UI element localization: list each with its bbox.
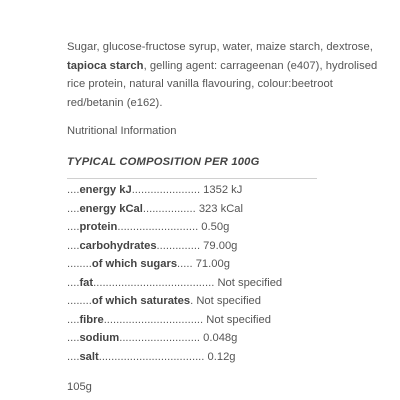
ingredients-text bbox=[67, 38, 387, 112]
row-value: 79.00g bbox=[200, 239, 238, 252]
row-label: energy kJ bbox=[79, 184, 132, 196]
nutrition-row-salt bbox=[67, 348, 387, 367]
row-value: Not specified bbox=[214, 276, 283, 289]
nutrition-row-saturates bbox=[67, 292, 387, 311]
row-lead: .... bbox=[67, 350, 80, 363]
row-dots: ................................ bbox=[103, 313, 204, 326]
typical-composition-heading: TYPICAL COMPOSITION PER 100G bbox=[67, 156, 260, 168]
net-weight: 105g bbox=[67, 381, 92, 393]
row-value: 1352 kJ bbox=[200, 184, 243, 196]
row-label: fibre bbox=[79, 313, 104, 326]
nutrition-row-energy-kcal bbox=[67, 200, 387, 219]
product-info bbox=[67, 38, 387, 395]
row-label: protein bbox=[79, 221, 118, 233]
row-value: Not specified bbox=[203, 313, 271, 326]
row-lead: ........ bbox=[67, 258, 92, 270]
row-dots: ..... bbox=[177, 258, 193, 270]
row-dots: .................................. bbox=[98, 350, 205, 363]
row-lead: .... bbox=[67, 239, 80, 252]
row-dots: ...................... bbox=[131, 184, 201, 196]
divider bbox=[67, 178, 317, 179]
row-label: of which sugars bbox=[91, 258, 178, 270]
ingredients-bold: tapioca starch bbox=[67, 59, 144, 72]
row-lead: .... bbox=[67, 276, 80, 289]
row-dots: .............. bbox=[156, 239, 201, 252]
nutrition-row-sugars bbox=[67, 255, 387, 274]
nutritional-information-heading: Nutritional Information bbox=[67, 125, 177, 137]
ingredients-part-2: , gelling agent: carrageenan (e407), hydrolised rice protein, natural vanilla flavouring, colour:beetroot red/betanin (e162). bbox=[67, 59, 378, 109]
nutrition-row-protein bbox=[67, 218, 387, 237]
row-lead: .... bbox=[67, 202, 80, 215]
row-value: Not specified bbox=[193, 295, 261, 307]
row-value: 0.048g bbox=[200, 332, 238, 344]
row-dots: .......................... bbox=[117, 221, 199, 233]
row-dots: . bbox=[190, 295, 194, 307]
row-value: 0.12g bbox=[204, 350, 236, 363]
row-value: 323 kCal bbox=[195, 202, 243, 215]
row-label: carbohydrates bbox=[79, 239, 157, 252]
row-value: 71.00g bbox=[192, 258, 230, 270]
row-lead: .... bbox=[67, 313, 80, 326]
row-lead: .... bbox=[67, 332, 80, 344]
row-value: 0.50g bbox=[198, 221, 230, 233]
nutrition-row-fat bbox=[67, 274, 387, 293]
row-dots: ................. bbox=[142, 202, 196, 215]
row-lead: .... bbox=[67, 184, 80, 196]
row-lead: ........ bbox=[67, 295, 92, 307]
row-label: salt bbox=[79, 350, 99, 363]
ingredients-part-1: Sugar, glucose-fructose syrup, water, maize starch, dextrose, bbox=[67, 41, 373, 53]
nutrition-table bbox=[67, 181, 387, 366]
row-lead: .... bbox=[67, 221, 80, 233]
row-label: energy kCal bbox=[79, 202, 143, 215]
nutrition-row-fibre bbox=[67, 311, 387, 330]
row-label: fat bbox=[79, 276, 94, 289]
nutrition-row-sodium bbox=[67, 329, 387, 348]
nutrition-row-energy-kj bbox=[67, 181, 387, 200]
row-dots: .......................... bbox=[119, 332, 201, 344]
row-label: sodium bbox=[79, 332, 120, 344]
nutrition-row-carbohydrates bbox=[67, 237, 387, 256]
row-label: of which saturates bbox=[91, 295, 191, 307]
row-dots: ....................................... bbox=[93, 276, 215, 289]
